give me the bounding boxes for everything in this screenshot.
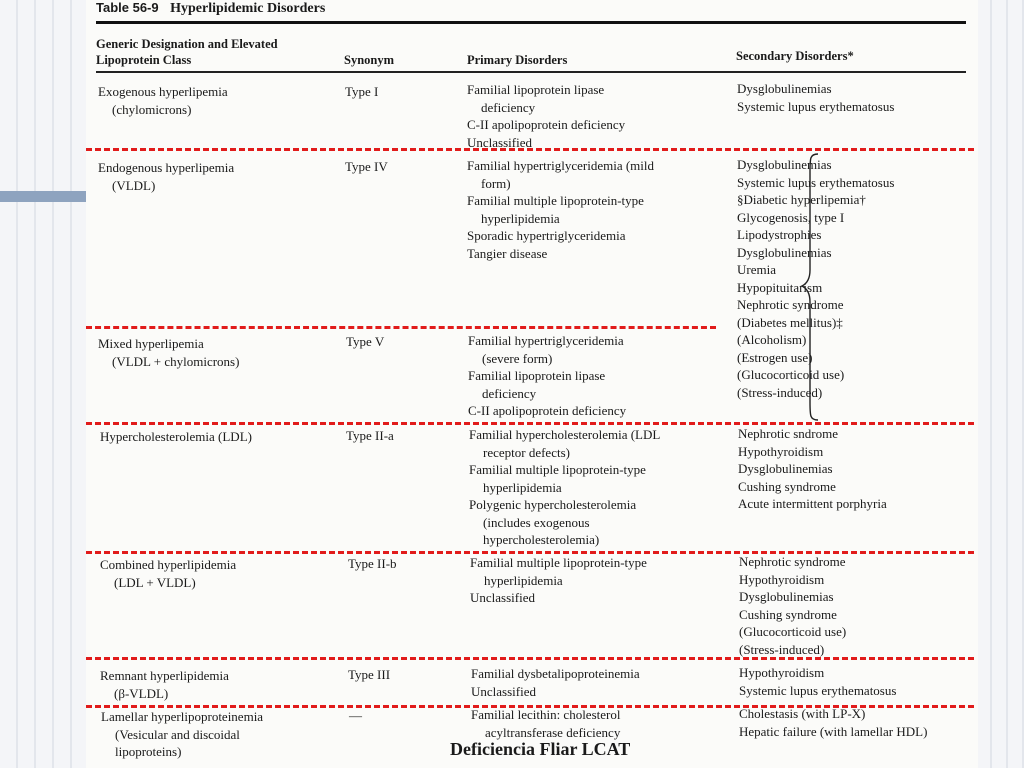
row-divider (86, 326, 716, 329)
row-1-secondary-line: Glycogenosis, type I (737, 209, 845, 225)
row-3-secondary-line: Acute intermittent porphyria (738, 496, 887, 511)
row-1-secondary-line: §Diabetic hyperlipemia† (737, 192, 866, 207)
row-2-generic-line: Mixed hyperlipemia (98, 336, 204, 351)
row-0-secondary-line: Dysglobulinemias (737, 81, 832, 96)
row-5-generic-line: (β-VLDL) (114, 685, 169, 701)
header-synonym: Synonym (344, 53, 395, 67)
row-6-primary (471, 706, 620, 741)
row-6-secondary-line: Cholestasis (with LP-X) (739, 706, 866, 721)
row-4-primary-line: hyperlipidemia (484, 572, 563, 588)
row-1-primary-line: hyperlipidemia (481, 210, 560, 226)
row-4-secondary-line: Nephrotic syndrome (739, 554, 846, 569)
row-1-secondary-line: Systemic lupus erythematosus (737, 174, 895, 190)
row-3-primary-line: receptor defects) (483, 444, 570, 460)
row-0-primary-line: Familial lipoprotein lipase (467, 82, 605, 97)
row-2-primary-line: Familial lipoprotein lipase (468, 368, 606, 383)
row-4-generic-line: (LDL + VLDL) (114, 574, 196, 590)
row-0-generic-line: Exogenous hyperlipemia (98, 84, 228, 99)
row-2-primary-line: deficiency (482, 385, 537, 401)
row-0-primary-line: C-II apolipoprotein deficiency (467, 117, 626, 132)
row-1-primary-line: Tangier disease (467, 245, 548, 261)
row-0-primary-line: deficiency (481, 99, 536, 115)
row-4-primary-line: Unclassified (470, 590, 535, 605)
annotation-caption: Deficiencia Fliar LCAT (450, 739, 631, 759)
row-1-secondary-line: (Diabetes mellitus)‡ (737, 314, 843, 330)
slide-left-decoration (0, 0, 88, 768)
row-1-synonym: Type IV (345, 159, 388, 174)
table-top-rule (96, 21, 966, 24)
row-2-synonym: Type V (346, 334, 385, 349)
row-3-primary-line: (includes exogenous (483, 514, 590, 530)
row-1-secondary-line: Nephrotic syndrome (737, 297, 844, 312)
row-3-secondary (738, 425, 887, 513)
row-1-secondary-line: Hypopituitarism (737, 279, 823, 295)
row-divider (86, 148, 974, 151)
table-title-text: Hyperlipidemic Disorders (170, 1, 326, 16)
row-4-generic (100, 556, 236, 591)
row-5-primary-line: Familial dysbetalipoproteinemia (471, 666, 640, 681)
row-5-generic (100, 667, 229, 702)
row-5-synonym: Type III (348, 667, 391, 682)
row-4-secondary-line: (Glucocorticoid use) (739, 624, 847, 639)
row-4-primary-line: Familial multiple lipoprotein-type (470, 555, 647, 570)
row-1-primary-line: Familial hypertriglyceridemia (mild (467, 158, 655, 173)
row-3-primary-line: Familial multiple lipoprotein-type (469, 462, 646, 477)
row-0-secondary-line: Systemic lupus erythematosus (737, 98, 895, 114)
row-2-primary-line: (severe form) (482, 350, 553, 366)
header-generic (96, 36, 278, 68)
row-0-synonym: Type I (345, 84, 379, 99)
row-3-primary-line: Polygenic hypercholesterolemia (469, 497, 637, 512)
row-3-synonym: Type II-a (346, 428, 394, 443)
row-4-secondary-line: Hypothyroidism (739, 571, 825, 587)
row-4-generic-line: Combined hyperlipidemia (100, 557, 237, 572)
header-secondary: Secondary Disorders* (736, 49, 854, 63)
row-1-primary-line: Sporadic hypertriglyceridemia (467, 228, 626, 243)
row-3-generic-line: Hypercholesterolemia (LDL) (100, 429, 252, 444)
row-1-secondary-line: Uremia (737, 262, 776, 277)
table-title (96, 0, 325, 17)
row-5-secondary-line: Hypothyroidism (739, 665, 825, 680)
row-3-secondary-line: Dysglobulinemias (738, 461, 833, 476)
row-0-generic-line: (chylomicrons) (112, 101, 192, 117)
row-5-secondary-line: Systemic lupus erythematosus (739, 682, 897, 698)
row-6-generic-line: lipoproteins) (115, 744, 182, 759)
row-1-primary (467, 157, 654, 262)
row-3-secondary-line: Cushing syndrome (738, 478, 836, 494)
slide-accent-bar (0, 191, 90, 202)
row-3-primary-line: Familial hypercholesterolemia (LDL (469, 427, 661, 442)
row-1-secondary-line: Dysglobulinemias (737, 244, 832, 260)
row-6-primary-line: acyltransferase deficiency (485, 724, 621, 740)
header-generic-line1: Generic Designation and Elevated (96, 37, 278, 51)
row-0-primary-line: Unclassified (467, 134, 532, 150)
row-4-secondary (739, 553, 846, 658)
row-1-secondary-line: (Estrogen use) (737, 349, 813, 365)
header-rule (96, 71, 966, 73)
header-primary: Primary Disorders (467, 53, 568, 67)
row-2-primary (468, 332, 626, 420)
row-2-primary-line: C-II apolipoprotein deficiency (468, 403, 627, 418)
row-0-primary (467, 81, 625, 151)
row-1-secondary-line: Dysglobulinemias (737, 157, 832, 172)
row-3-primary-line: hyperlipidemia (483, 479, 562, 495)
row-1-primary-line: form) (481, 175, 511, 191)
row-1-primary-line: Familial multiple lipoprotein-type (467, 193, 644, 208)
row-3-generic (100, 428, 252, 446)
row-1-secondary-line: (Stress-induced) (737, 384, 823, 400)
scanned-table-page (86, 0, 978, 768)
row-6-primary-line: Familial lecithin: cholesterol (471, 707, 621, 722)
row-4-secondary-line: (Stress-induced) (739, 641, 825, 657)
table-number: Table 56-9 (96, 0, 159, 15)
row-6-secondary-line: Hepatic failure (with lamellar HDL) (739, 723, 928, 739)
row-5-primary-line: Unclassified (471, 683, 536, 699)
row-2-generic (98, 335, 239, 370)
row-5-secondary (739, 664, 896, 699)
row-1-generic-line: Endogenous hyperlipemia (98, 160, 235, 175)
row-4-secondary-line: Dysglobulinemias (739, 589, 834, 604)
row-6-generic (101, 708, 263, 761)
row-3-secondary-line: Nephrotic sndrome (738, 426, 839, 441)
row-5-primary (471, 665, 640, 700)
row-0-generic (98, 83, 228, 118)
row-1-generic (98, 159, 234, 194)
row-0-secondary (737, 80, 894, 115)
grouping-brace (800, 152, 822, 422)
row-4-synonym: Type II-b (348, 556, 397, 571)
row-6-generic-line: Lamellar hyperlipoproteinemia (101, 709, 264, 724)
header-generic-line2: Lipoprotein Class (96, 53, 192, 67)
row-5-generic-line: Remnant hyperlipidemia (100, 668, 229, 683)
row-3-secondary-line: Hypothyroidism (738, 443, 824, 459)
row-1-secondary-line: (Glucocorticoid use) (737, 367, 845, 382)
row-1-secondary-line: Lipodystrophies (737, 227, 822, 242)
row-divider (86, 657, 974, 660)
row-4-secondary-line: Cushing syndrome (739, 606, 837, 622)
slide-right-decoration (976, 0, 1024, 768)
row-1-generic-line: (VLDL) (112, 177, 156, 193)
row-6-generic-line: (Vesicular and discoidal (115, 726, 240, 742)
row-3-primary (469, 426, 660, 549)
row-4-primary (470, 554, 647, 607)
row-3-primary-line: hypercholesterolemia) (483, 532, 600, 547)
row-2-primary-line: Familial hypertriglyceridemia (468, 333, 624, 348)
row-6-secondary (739, 705, 927, 740)
row-6-synonym: — (349, 708, 362, 723)
row-1-secondary-line: (Alcoholism) (737, 332, 807, 347)
row-2-generic-line: (VLDL + chylomicrons) (112, 353, 240, 369)
